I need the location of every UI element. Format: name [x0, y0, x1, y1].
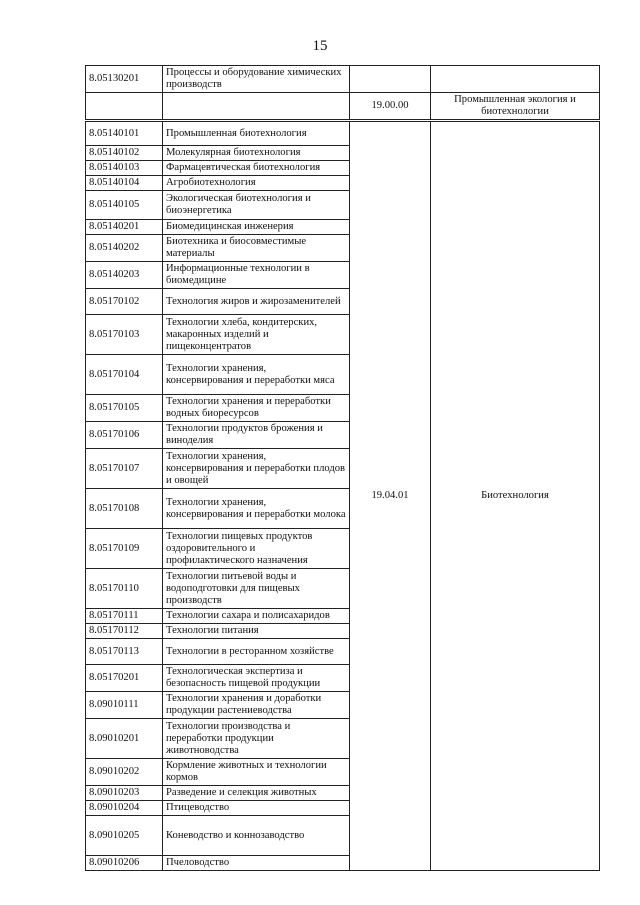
row-code: 8.05130201 — [86, 66, 163, 93]
row-code: 8.05170106 — [86, 422, 163, 449]
row-code: 8.05140104 — [86, 176, 163, 191]
row-name: Технологии пищевых продуктов оздоровительного и профилактического назначения — [163, 529, 350, 569]
group-name — [431, 66, 600, 93]
row-name: Коневодство и коннозаводство — [163, 816, 350, 856]
table-row — [86, 121, 600, 146]
row-code: 8.09010204 — [86, 801, 163, 816]
row-name: Биомедицинская инженерия — [163, 220, 350, 235]
row-name: Технологии хранения, консервирования и переработки молока — [163, 489, 350, 529]
row-name: Технологическая экспертиза и безопасность пищевой продукции — [163, 665, 350, 692]
row-name: Пчеловодство — [163, 856, 350, 871]
row-code: 8.05140105 — [86, 191, 163, 220]
group-code — [350, 66, 431, 93]
specialty-table — [85, 65, 600, 871]
group-code: 19.04.01 — [350, 121, 431, 871]
row-name: Технологии хлеба, кондитерских, макаронных изделий и пищеконцентратов — [163, 315, 350, 355]
row-name: Птицеводство — [163, 801, 350, 816]
row-code: 8.05140102 — [86, 146, 163, 161]
row-code: 8.09010111 — [86, 692, 163, 719]
row-code: 8.05140203 — [86, 262, 163, 289]
row-name: Технология жиров и жирозаменителей — [163, 289, 350, 315]
row-name: Технологии продуктов брожения и виноделия — [163, 422, 350, 449]
row-name: Фармацевтическая биотехнология — [163, 161, 350, 176]
row-code: 8.05170109 — [86, 529, 163, 569]
row-name: Разведение и селекция животных — [163, 786, 350, 801]
row-name: Технологии хранения, консервирования и переработки плодов и овощей — [163, 449, 350, 489]
row-name: Информационные технологии в биомедицине — [163, 262, 350, 289]
row-code: 8.05170102 — [86, 289, 163, 315]
row-code: 8.05140202 — [86, 235, 163, 262]
row-code: 8.09010201 — [86, 719, 163, 759]
row-name — [163, 93, 350, 121]
row-code: 8.05170201 — [86, 665, 163, 692]
row-code: 8.05170104 — [86, 355, 163, 395]
row-code: 8.05170110 — [86, 569, 163, 609]
row-name: Кормление животных и технологии кормов — [163, 759, 350, 786]
row-name: Биотехника и биосовместимые материалы — [163, 235, 350, 262]
table-row — [86, 66, 600, 93]
row-code — [86, 93, 163, 121]
row-code: 8.05140201 — [86, 220, 163, 235]
row-code: 8.05170107 — [86, 449, 163, 489]
row-name: Технологии питьевой воды и водоподготовки для пищевых производств — [163, 569, 350, 609]
row-code: 8.05140103 — [86, 161, 163, 176]
row-name: Технологии сахара и полисахаридов — [163, 609, 350, 624]
row-code: 8.05170112 — [86, 624, 163, 639]
row-code: 8.09010206 — [86, 856, 163, 871]
row-name: Агробиотехнология — [163, 176, 350, 191]
page-number: 15 — [312, 38, 328, 54]
row-code: 8.09010205 — [86, 816, 163, 856]
row-name: Технологии в ресторанном хозяйстве — [163, 639, 350, 665]
row-name: Экологическая биотехнология и биоэнергетика — [163, 191, 350, 220]
row-name: Процессы и оборудование химических производств — [163, 66, 350, 93]
row-name: Молекулярная биотехнология — [163, 146, 350, 161]
table-row — [86, 93, 600, 121]
row-name: Технологии производства и переработки продукции животноводства — [163, 719, 350, 759]
group-code: 19.00.00 — [350, 93, 431, 121]
row-name: Технологии хранения, консервирования и переработки мяса — [163, 355, 350, 395]
group-name: Промышленная экология и биотехнологии — [431, 93, 600, 121]
row-code: 8.09010203 — [86, 786, 163, 801]
group-name: Биотехнология — [431, 121, 600, 871]
row-code: 8.05170103 — [86, 315, 163, 355]
row-name: Технологии хранения и переработки водных биоресурсов — [163, 395, 350, 422]
row-name: Промышленная биотехнология — [163, 121, 350, 146]
row-code: 8.05170108 — [86, 489, 163, 529]
row-code: 8.05170111 — [86, 609, 163, 624]
row-code: 8.09010202 — [86, 759, 163, 786]
row-name: Технологии хранения и доработки продукции растениеводства — [163, 692, 350, 719]
row-code: 8.05170113 — [86, 639, 163, 665]
row-name: Технологии питания — [163, 624, 350, 639]
row-code: 8.05140101 — [86, 121, 163, 146]
row-code: 8.05170105 — [86, 395, 163, 422]
